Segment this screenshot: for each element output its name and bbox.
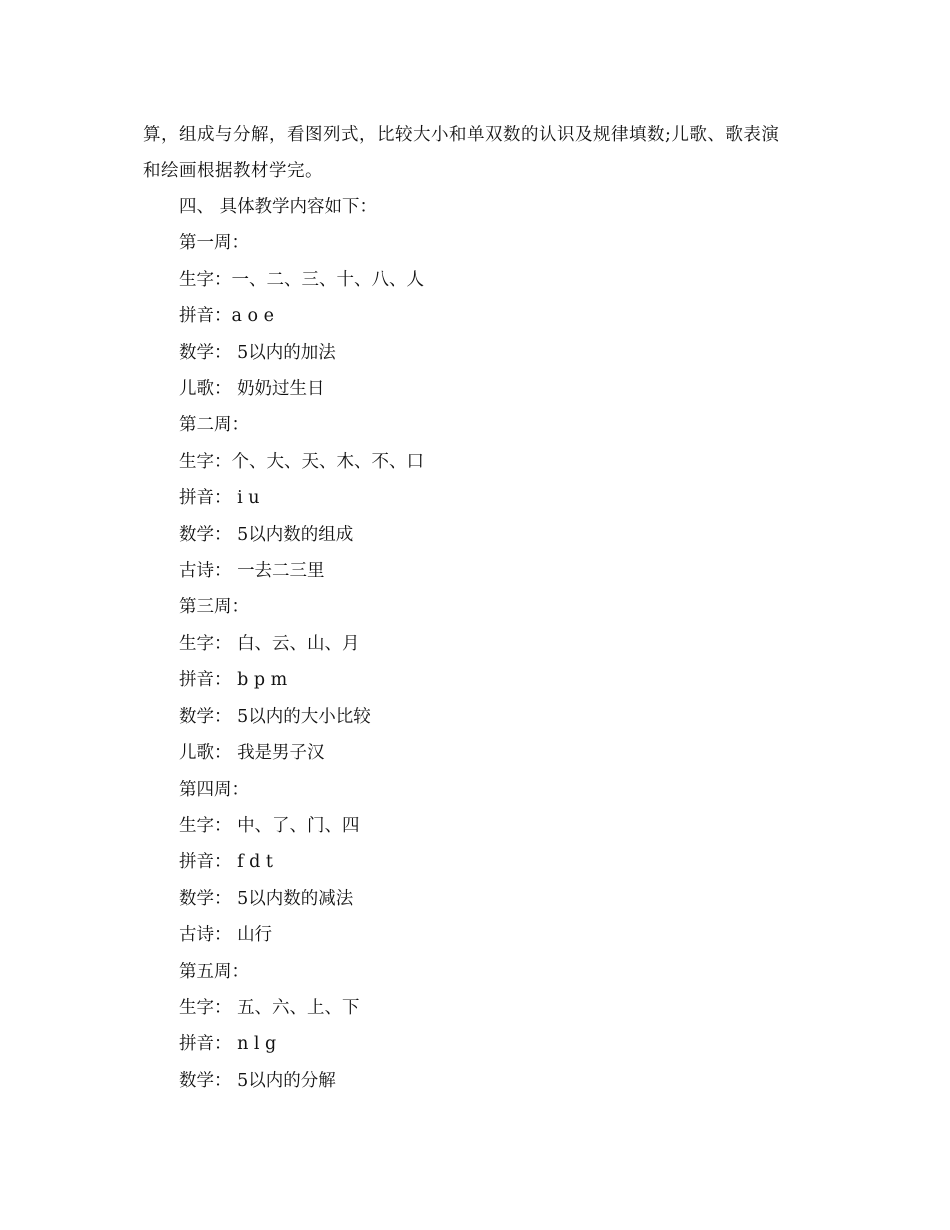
week-title: 第二周： [179,415,249,436]
week-item: 生字：一、二、三、十、八、人 [179,269,424,290]
intro-paragraph [143,117,813,189]
teaching-content [179,189,819,1099]
week-item: 拼音： f d t [179,852,273,873]
week-item: 数学： 5以内的大小比较 [179,706,371,727]
intro-line-1: 算，组成与分解，看图列式，比较大小和单双数的认识及规律填数;儿歌、歌表演 [143,125,780,145]
week-title: 第四周： [179,779,249,800]
week-item: 数学： 5以内数的组成 [179,524,354,545]
intro-line-2: 和绘画根据教材学完。 [143,161,323,181]
week-item: 拼音： b p m [179,670,288,691]
week-item: 生字：个、大、天、木、不、口 [179,451,424,472]
week-item: 生字： 白、云、山、月 [179,633,360,654]
week-item: 拼音：a o e [179,306,274,327]
week-item: 数学： 5以内的分解 [179,1070,336,1091]
week-item: 数学： 5以内数的减法 [179,888,354,909]
week-title: 第五周： [179,961,249,982]
week-title: 第一周： [179,233,249,254]
week-title: 第三周： [179,597,249,618]
week-item: 儿歌： 我是男子汉 [179,743,325,764]
week-item: 生字： 五、六、上、下 [179,997,360,1018]
week-item: 拼音： n l g [179,1034,277,1055]
week-item: 古诗： 山行 [179,925,273,946]
week-item: 拼音： i u [179,488,260,509]
week-item: 数学： 5以内的加法 [179,342,336,363]
week-item: 儿歌： 奶奶过生日 [179,379,325,400]
week-item: 生字： 中、了、门、四 [179,815,360,836]
week-item: 古诗： 一去二三里 [179,561,325,582]
section-heading: 四、 具体教学内容如下： [179,197,378,217]
